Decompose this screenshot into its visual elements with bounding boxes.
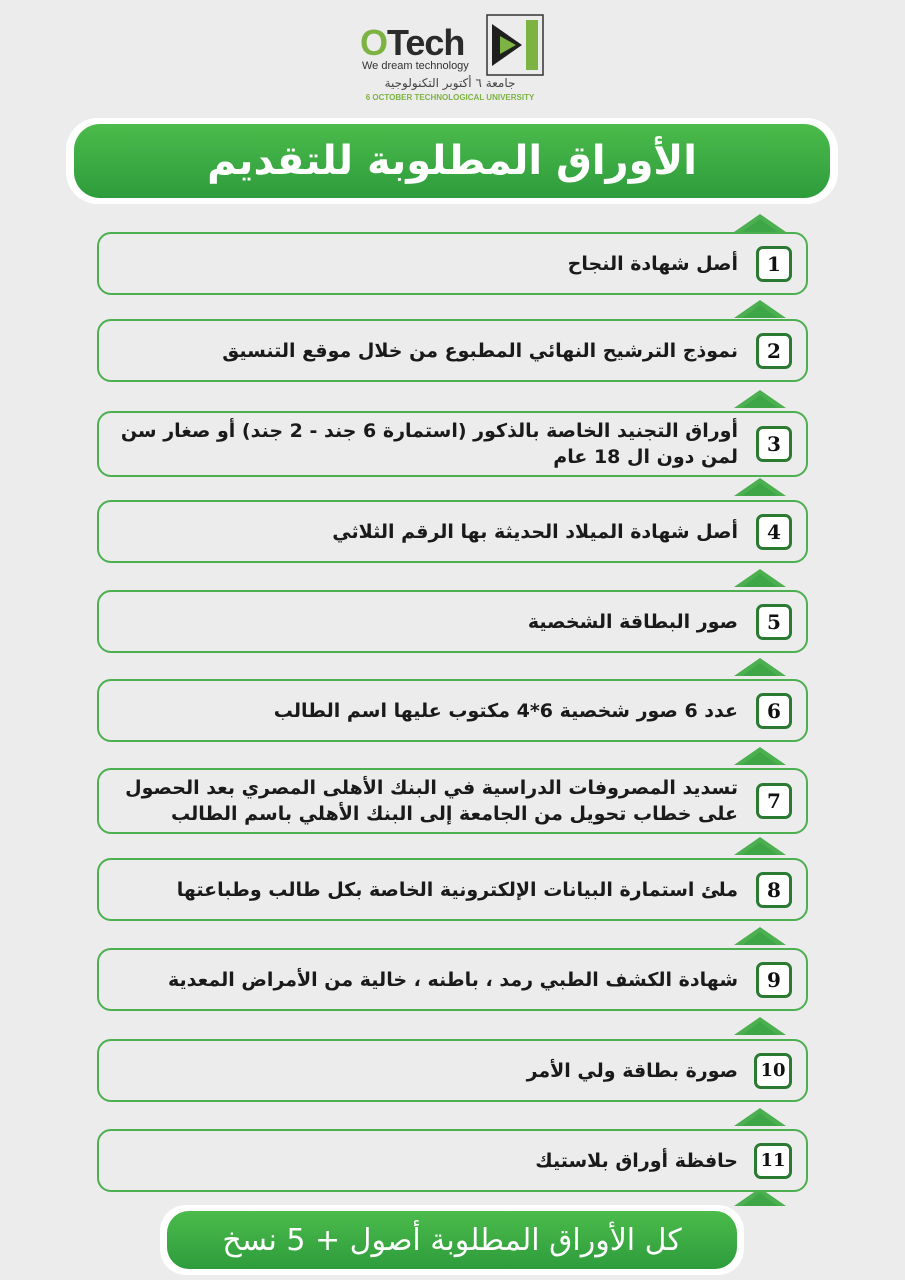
item-number: 6 xyxy=(756,693,792,729)
list-item xyxy=(97,858,808,921)
list-item xyxy=(97,948,808,1011)
item-text: تسديد المصروفات الدراسية في البنك الأهلى المصري بعد الحصول على خطاب تحويل من الجامعة إلى البنك الأهلي باسم الطالب xyxy=(125,777,738,825)
item-number: 3 xyxy=(756,426,792,462)
header xyxy=(0,0,905,110)
list-item xyxy=(97,590,808,653)
item-number: 8 xyxy=(756,872,792,908)
item-text: أصل شهادة النجاح xyxy=(567,252,738,275)
connector-arrow-icon xyxy=(734,927,786,945)
title-banner xyxy=(66,118,838,204)
page-title: الأوراق المطلوبة للتقديم xyxy=(74,124,830,198)
item-text: حافظة أوراق بلاستيك xyxy=(535,1149,738,1172)
list-item xyxy=(97,768,808,834)
connector-arrow-icon xyxy=(734,478,786,496)
connector-arrow-icon xyxy=(734,390,786,408)
item-text: أصل شهادة الميلاد الحديثة بها الرقم الثلاثي xyxy=(332,520,738,543)
connector-arrow-icon xyxy=(734,569,786,587)
connector-arrow-icon xyxy=(734,1017,786,1035)
item-number: 4 xyxy=(756,514,792,550)
item-text: ملئ استمارة البيانات الإلكترونية الخاصة بكل طالب وطباعتها xyxy=(176,878,738,901)
footer-note: كل الأوراق المطلوبة أصول + 5 نسخ xyxy=(167,1211,737,1269)
item-number: 11 xyxy=(754,1143,792,1179)
list-item xyxy=(97,1039,808,1102)
item-text: شهادة الكشف الطبي رمد ، باطنه ، خالية من الأمراض المعدية xyxy=(168,968,738,991)
connector-arrow-icon xyxy=(734,747,786,765)
item-text: عدد 6 صور شخصية 6*4 مكتوب عليها اسم الطالب xyxy=(273,699,738,722)
footer-banner xyxy=(160,1205,744,1275)
item-number: 1 xyxy=(756,246,792,282)
connector-arrow-icon xyxy=(734,658,786,676)
list-item xyxy=(97,1129,808,1192)
university-name-arabic: جامعة ٦ أكتوبر التكنولوجية xyxy=(384,76,516,90)
item-text: صور البطاقة الشخصية xyxy=(527,610,738,633)
list-item xyxy=(97,411,808,477)
item-number: 5 xyxy=(756,604,792,640)
item-number: 2 xyxy=(756,333,792,369)
item-number: 10 xyxy=(754,1053,792,1089)
connector-arrow-icon xyxy=(734,214,786,232)
university-name-english: 6 OCTOBER TECHNOLOGICAL UNIVERSITY xyxy=(365,93,535,102)
item-text: أوراق التجنيد الخاصة بالذكور (استمارة 6 جند - 2 جند) أو صغار سن لمن دون ال 18 عام xyxy=(120,420,738,468)
connector-arrow-icon xyxy=(734,300,786,318)
connector-arrow-icon xyxy=(734,837,786,855)
otech-tagline: We dream technology xyxy=(362,60,469,72)
item-number: 9 xyxy=(756,962,792,998)
item-text: صورة بطاقة ولي الأمر xyxy=(526,1059,738,1082)
list-item xyxy=(97,232,808,295)
list-item xyxy=(97,679,808,742)
connector-arrow-icon xyxy=(734,1108,786,1126)
otech-logo: OTech xyxy=(360,22,465,63)
item-text: نموذج الترشيح النهائي المطبوع من خلال موقع التنسيق xyxy=(222,339,738,362)
item-number: 7 xyxy=(756,783,792,819)
list-item xyxy=(97,319,808,382)
list-item xyxy=(97,500,808,563)
university-logo-icon xyxy=(486,14,544,76)
